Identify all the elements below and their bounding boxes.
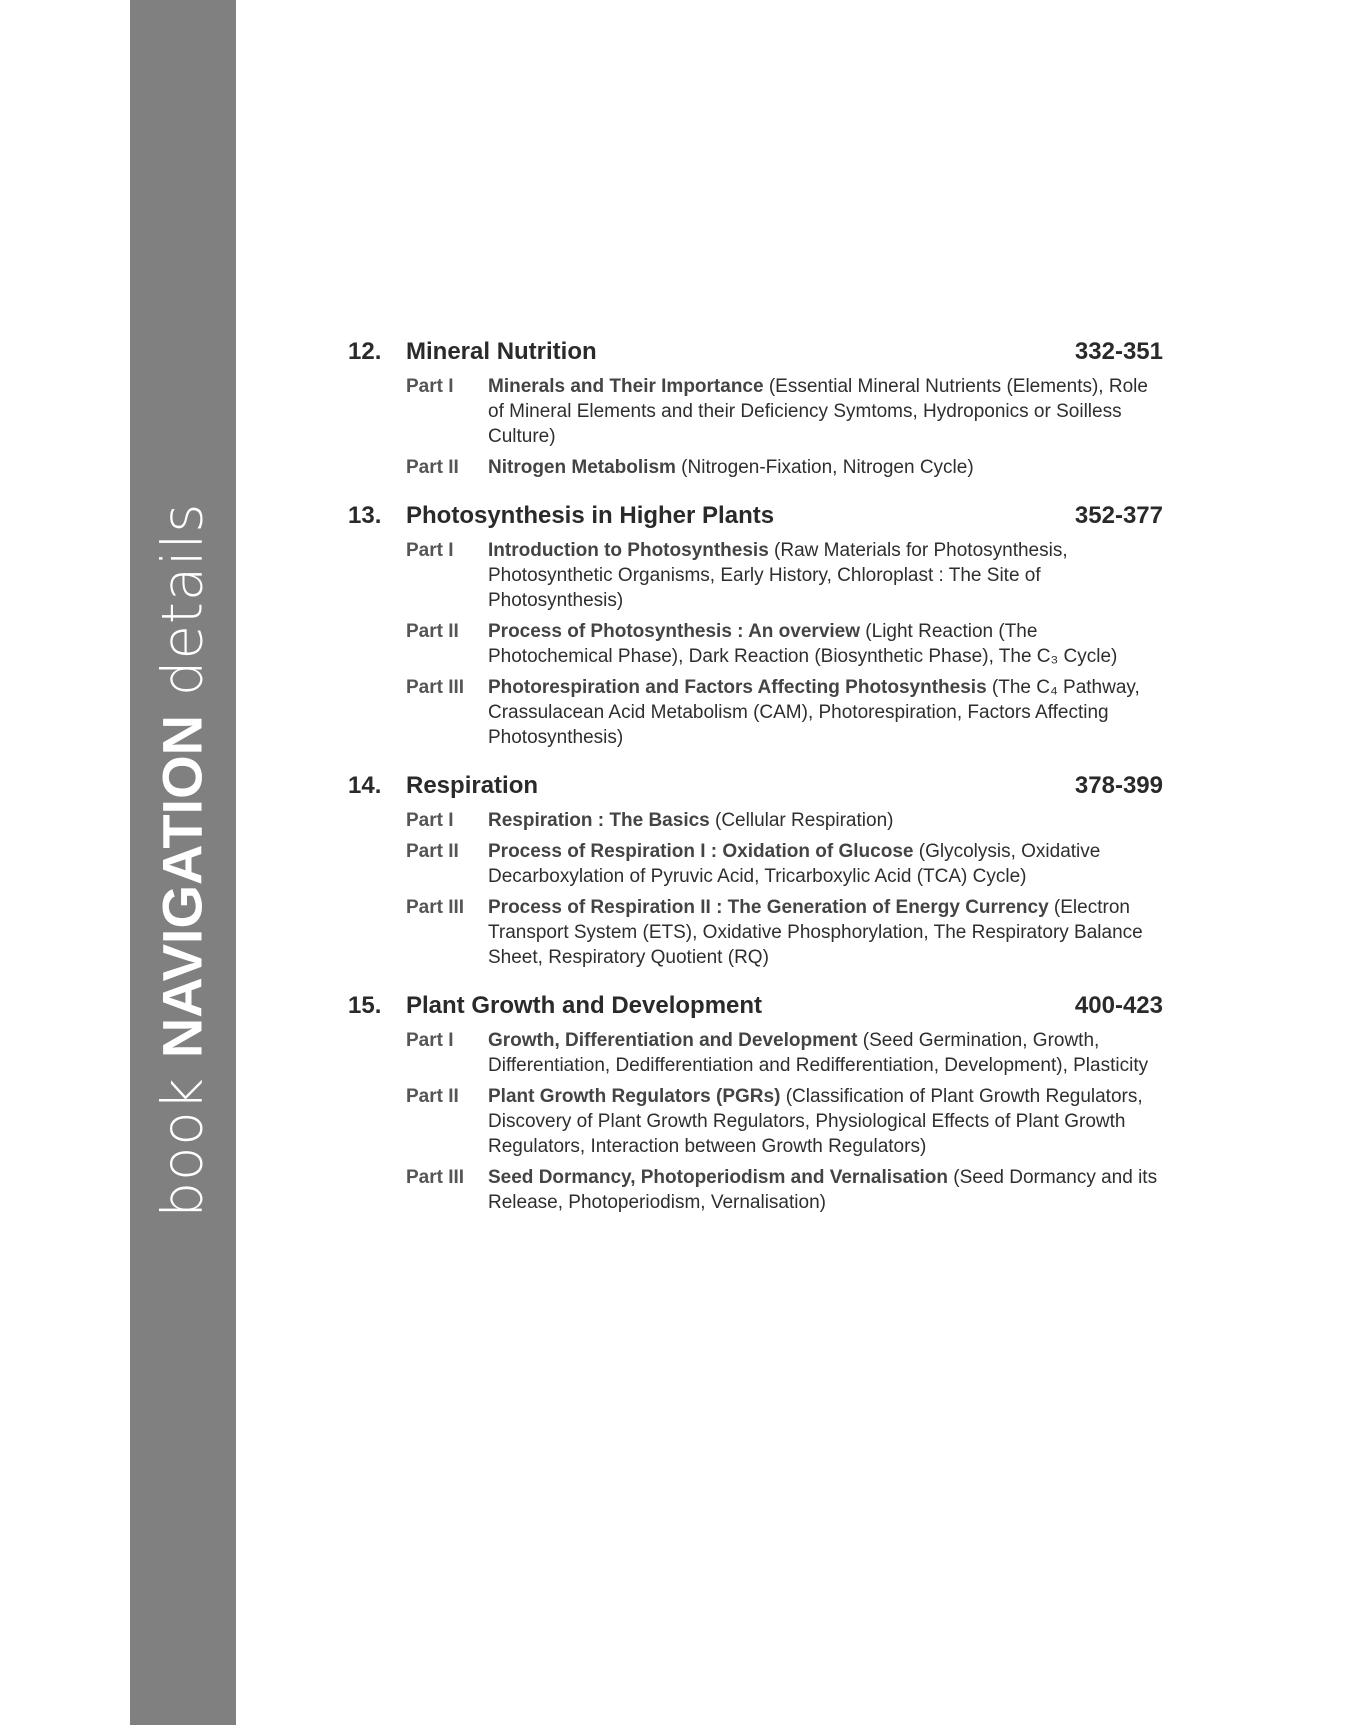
table-of-contents <box>348 338 1163 1237</box>
part-topics: (Glycolysis, Oxidative Decarboxylation of Pyruvic Acid, Tricarboxylic Acid (TCA) Cycle) <box>488 841 1101 887</box>
part-description <box>488 619 1163 669</box>
part-topics: (Essential Mineral Nutrients (Elements), Role of Mineral Elements and their Deficiency Symtoms, Hydroponics or Soilless Culture) <box>488 376 1148 447</box>
part-label: Part II <box>406 1086 459 1107</box>
part-label: Part III <box>406 897 465 918</box>
part-label: Part III <box>406 677 465 698</box>
part-title[interactable]: Photorespiration and Factors Affecting Photosynthesis <box>488 677 987 698</box>
part-label: Part II <box>406 621 459 642</box>
part-label: Part III <box>406 1167 465 1188</box>
part-entry <box>406 619 1163 669</box>
part-topics: (Seed Dormancy and its Release, Photoperiodism, Vernalisation) <box>488 1167 1158 1213</box>
part-entry <box>406 1165 1163 1215</box>
part-topics: (Light Reaction (The Photochemical Phase), Dark Reaction (Biosynthetic Phase), The C₃ Cycle) <box>488 621 1118 667</box>
part-entry <box>406 808 1163 833</box>
part-entry <box>406 1028 1163 1078</box>
part-entry <box>406 839 1163 889</box>
part-topics: (Nitrogen-Fixation, Nitrogen Cycle) <box>675 457 974 478</box>
chapter-pages: 352-377 <box>1074 502 1163 529</box>
part-title[interactable]: Introduction to Photosynthesis <box>488 540 769 561</box>
chapter-pages: 332-351 <box>1074 338 1163 365</box>
chapter-pages: 400-423 <box>1074 992 1163 1019</box>
part-label: Part I <box>406 540 454 561</box>
part-title[interactable]: Minerals and Their Importance <box>488 376 764 397</box>
chapter-title[interactable]: Mineral Nutrition <box>406 338 597 365</box>
part-entry <box>406 374 1163 449</box>
part-title[interactable]: Plant Growth Regulators (PGRs) <box>488 1086 781 1107</box>
chapter-heading <box>348 338 1163 366</box>
part-title[interactable]: Nitrogen Metabolism <box>488 457 676 478</box>
part-entry <box>406 538 1163 613</box>
sidebar-title-navigation: NAVIGATION <box>150 714 214 1059</box>
chapter-pages: 378-399 <box>1074 772 1163 799</box>
chapter-14 <box>348 772 1163 970</box>
part-topics: (The C₄ Pathway, Crassulacean Acid Metabolism (CAM), Photorespiration, Factors Affecting Photosynthesis) <box>488 677 1140 748</box>
part-description <box>488 538 1163 613</box>
chapter-number: 14. <box>348 772 382 799</box>
part-title[interactable]: Process of Respiration II : The Generation of Energy Currency <box>488 897 1049 918</box>
chapter-15 <box>348 992 1163 1215</box>
part-topics: (Electron Transport System (ETS), Oxidative Phosphorylation, The Respiratory Balance Sheet, Respiratory Quotient (RQ) <box>488 897 1143 968</box>
part-entry <box>406 455 1163 480</box>
part-label: Part II <box>406 457 459 478</box>
part-description <box>488 455 1163 480</box>
part-description <box>488 675 1163 750</box>
chapter-number: 15. <box>348 992 382 1019</box>
part-title[interactable]: Growth, Differentiation and Development <box>488 1030 858 1051</box>
part-label: Part I <box>406 1030 454 1051</box>
part-description <box>488 1084 1163 1159</box>
sidebar-title-book: book <box>150 1058 216 1218</box>
part-label: Part I <box>406 810 454 831</box>
chapter-heading <box>348 772 1163 800</box>
part-entry <box>406 675 1163 750</box>
part-entry <box>406 895 1163 970</box>
part-description <box>488 1028 1163 1078</box>
chapter-number: 13. <box>348 502 382 529</box>
part-description <box>488 839 1163 889</box>
chapter-title[interactable]: Photosynthesis in Higher Plants <box>406 502 775 529</box>
chapter-12 <box>348 338 1163 480</box>
part-title[interactable]: Seed Dormancy, Photoperiodism and Vernalisation <box>488 1167 948 1188</box>
chapter-title[interactable]: Respiration <box>406 772 539 799</box>
sidebar-title-details: details <box>150 502 216 715</box>
part-topics: (Seed Germination, Growth, Differentiation, Dedifferentiation and Redifferentiation, Development), Plasticity <box>488 1030 1149 1076</box>
part-topics: (Raw Materials for Photosynthesis, Photosynthetic Organisms, Early History, Chloroplast : The Site of Photosynthesis) <box>488 540 1068 611</box>
part-description <box>488 374 1163 449</box>
chapter-heading <box>348 502 1163 530</box>
chapter-number: 12. <box>348 338 382 365</box>
chapter-title[interactable]: Plant Growth and Development <box>406 992 763 1019</box>
part-title[interactable]: Process of Respiration I : Oxidation of Glucose <box>488 841 914 862</box>
part-description <box>488 808 1163 833</box>
part-description <box>488 895 1163 970</box>
part-entry <box>406 1084 1163 1159</box>
part-topics: (Cellular Respiration) <box>709 810 894 831</box>
part-topics: (Classification of Plant Growth Regulators, Discovery of Plant Growth Regulators, Physiological Effects of Plant Growth Regulators, Interaction between Growth Regulators) <box>488 1086 1143 1157</box>
part-label: Part I <box>406 376 454 397</box>
part-label: Part II <box>406 841 459 862</box>
part-title[interactable]: Respiration : The Basics <box>488 810 710 831</box>
sidebar-title <box>150 502 216 1218</box>
chapter-heading <box>348 992 1163 1020</box>
part-description <box>488 1165 1163 1215</box>
chapter-13 <box>348 502 1163 750</box>
part-title[interactable]: Process of Photosynthesis : An overview <box>488 621 861 642</box>
